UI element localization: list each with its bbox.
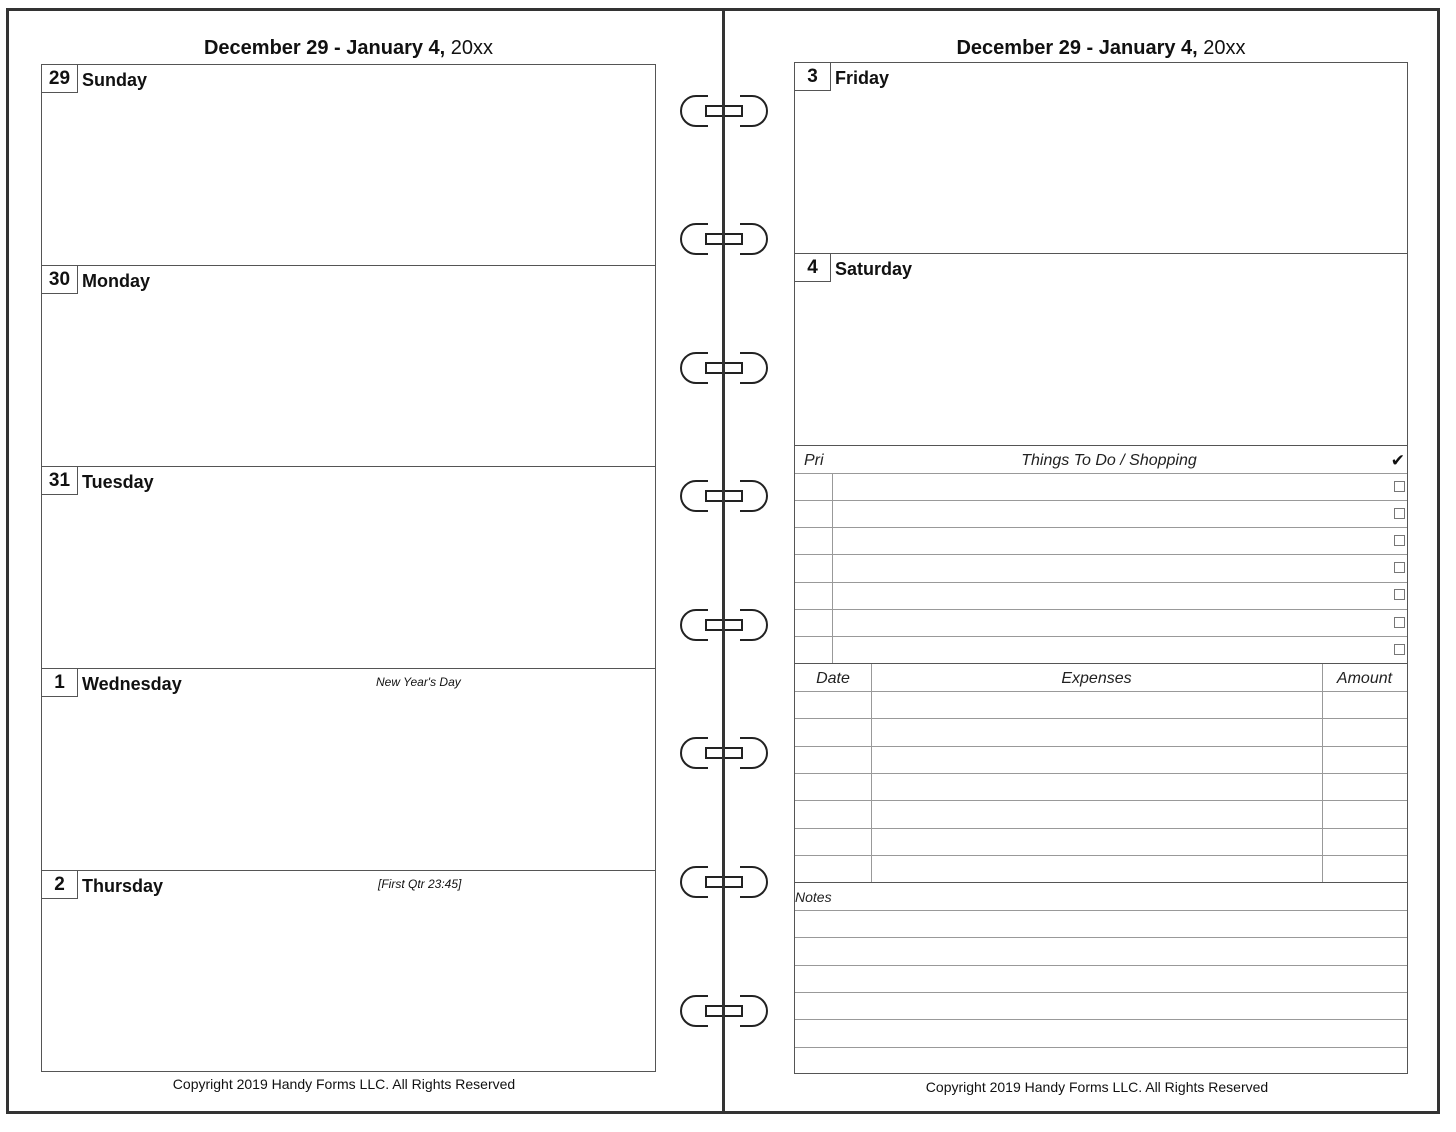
right-title-range: December 29 - January 4, — [956, 37, 1198, 59]
left-title-year: 20xx — [450, 37, 494, 59]
todo-pri-label: Pri — [804, 452, 824, 469]
todo-rule — [795, 582, 1407, 583]
expense-rule — [795, 855, 1407, 856]
right-title-year: 20xx — [1203, 37, 1246, 59]
expenses-date-label: Date — [816, 670, 850, 687]
notes-rule — [795, 910, 1407, 911]
binder-ring-icon — [680, 93, 768, 129]
binder-ring-icon — [680, 478, 768, 514]
day-name: Monday — [82, 271, 151, 291]
day-block-30[interactable] — [41, 265, 656, 467]
todo-rule — [795, 500, 1407, 501]
left-page-title — [41, 37, 656, 60]
day-name: Tuesday — [82, 472, 154, 492]
day-number: 3 — [795, 63, 831, 91]
notes-rule — [795, 965, 1407, 966]
day-block-29[interactable] — [41, 64, 656, 266]
todo-rule — [795, 527, 1407, 528]
right-copyright: Copyright 2019 Handy Forms LLC. All Rights Reserved — [925, 1079, 1269, 1095]
day-block-31[interactable] — [41, 466, 656, 669]
moon-phase-note: [First Qtr 23:45] — [378, 877, 462, 891]
todo-rule — [795, 473, 1407, 474]
notes-label: Notes — [795, 889, 832, 905]
expense-rule — [795, 746, 1407, 747]
day-number: 4 — [795, 254, 831, 282]
day-block-4[interactable] — [794, 253, 1408, 446]
day-number: 29 — [42, 65, 78, 93]
day-name: Thursday — [82, 876, 164, 896]
day-block-3[interactable] — [794, 62, 1408, 254]
binder-ring-icon — [680, 607, 768, 643]
todo-checkbox[interactable] — [1394, 535, 1405, 546]
notes-rule — [795, 1047, 1407, 1048]
left-title-range: December 29 - January 4, — [203, 37, 446, 59]
day-block-2[interactable] — [41, 870, 656, 1072]
day-name: Saturday — [835, 259, 913, 279]
expenses-section — [794, 663, 1408, 883]
expense-rule — [795, 718, 1407, 719]
binder-ring-icon — [680, 735, 768, 771]
binder-ring-icon — [680, 221, 768, 257]
notes-rule — [795, 1019, 1407, 1020]
check-icon: ✔ — [1390, 451, 1405, 470]
expense-rule — [795, 773, 1407, 774]
expenses-amount-label: Amount — [1336, 670, 1393, 687]
holiday-note: New Year's Day — [376, 675, 461, 689]
day-block-1[interactable] — [41, 668, 656, 871]
right-page-title — [794, 37, 1408, 60]
notes-section — [794, 882, 1408, 1074]
todo-section — [794, 445, 1408, 664]
day-number: 30 — [42, 266, 78, 294]
expense-rule — [795, 800, 1407, 801]
expense-rule — [795, 691, 1407, 692]
todo-rule — [795, 609, 1407, 610]
day-number: 2 — [42, 871, 78, 899]
expenses-title: Expenses — [1061, 670, 1132, 687]
day-number: 1 — [42, 669, 78, 697]
todo-checkbox[interactable] — [1394, 644, 1405, 655]
notes-rule — [795, 937, 1407, 938]
todo-rule — [795, 554, 1407, 555]
todo-rule — [795, 636, 1407, 637]
day-name: Wednesday — [82, 674, 182, 694]
left-copyright: Copyright 2019 Handy Forms LLC. All Rights Reserved — [172, 1076, 516, 1092]
binder-ring-icon — [680, 993, 768, 1029]
day-name: Sunday — [82, 70, 148, 90]
binder-spine — [722, 8, 725, 1114]
todo-checkbox[interactable] — [1394, 617, 1405, 628]
day-name: Friday — [835, 68, 890, 88]
binder-ring-icon — [680, 350, 768, 386]
notes-rule — [795, 992, 1407, 993]
expense-rule — [795, 828, 1407, 829]
todo-checkbox[interactable] — [1394, 481, 1405, 492]
todo-checkbox[interactable] — [1394, 562, 1405, 573]
todo-checkbox[interactable] — [1394, 508, 1405, 519]
todo-checkbox[interactable] — [1394, 589, 1405, 600]
binder-ring-icon — [680, 864, 768, 900]
todo-title: Things To Do / Shopping — [1021, 452, 1197, 469]
day-number: 31 — [42, 467, 78, 495]
